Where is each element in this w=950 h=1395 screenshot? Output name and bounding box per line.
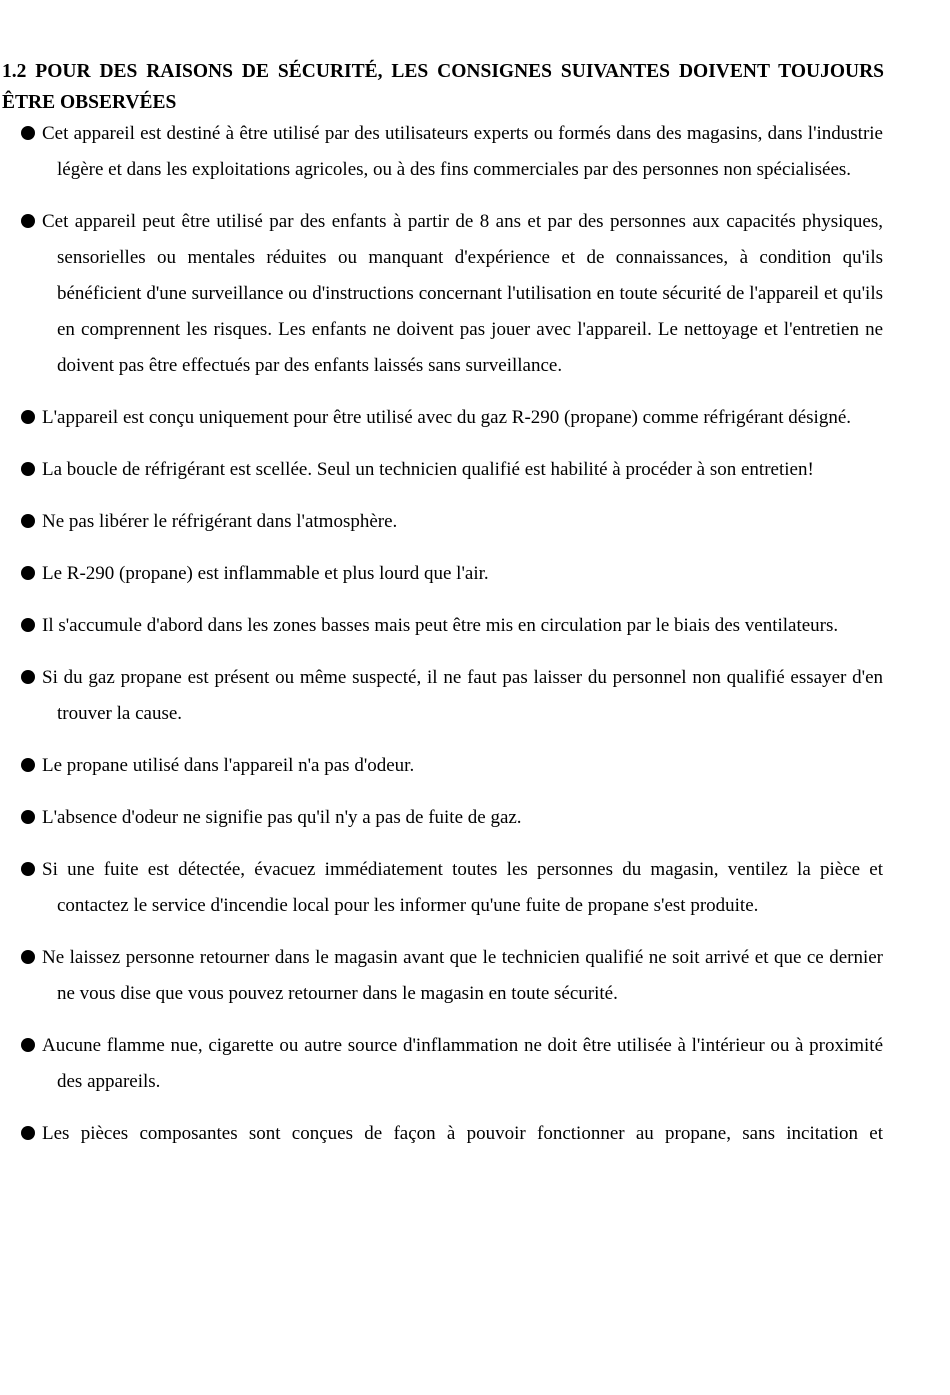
bullet-icon [21, 862, 35, 876]
list-item [0, 660, 950, 732]
list-item-text: Le R-290 (propane) est inflammable et plus lourd que l'air. [42, 563, 489, 584]
bullet-icon [21, 1126, 35, 1140]
list-item-text: Si du gaz propane est présent ou même suspecté, il ne faut pas laisser du personnel non qualifié essayer d'en trouver la cause. [42, 667, 883, 724]
bullet-icon [21, 514, 35, 528]
list-item [0, 116, 950, 188]
list-item-text: Il s'accumule d'abord dans les zones basses mais peut être mis en circulation par le biais des ventilateurs. [42, 615, 839, 636]
bullet-icon [21, 758, 35, 772]
list-item [0, 204, 950, 384]
list-item-text: Ne laissez personne retourner dans le magasin avant que le technicien qualifié ne soit arrivé et que ce dernier ne vous dise que vous pouvez retourner dans le magasin en toute sécurité. [42, 947, 883, 1004]
list-item-text: Les pièces composantes sont conçues de façon à pouvoir fonctionner au propane, sans incitation et [42, 1123, 883, 1144]
list-item-text: La boucle de réfrigérant est scellée. Seul un technicien qualifié est habilité à procéder à son entretien! [42, 459, 814, 480]
list-item [0, 452, 950, 488]
list-item [0, 940, 950, 1012]
list-item [0, 1028, 950, 1100]
bullet-icon [21, 126, 35, 140]
list-item [0, 608, 950, 644]
list-item [0, 504, 950, 540]
list-item [0, 400, 950, 436]
list-item [0, 1116, 950, 1152]
list-item-text: Le propane utilisé dans l'appareil n'a pas d'odeur. [42, 755, 415, 776]
bullet-icon [21, 670, 35, 684]
bullet-icon [21, 410, 35, 424]
list-item-text: L'absence d'odeur ne signifie pas qu'il n'y a pas de fuite de gaz. [42, 807, 522, 828]
section-heading: 1.2 POUR DES RAISONS DE SÉCURITÉ, LES CONSIGNES SUIVANTES DOIVENT TOUJOURS ÊTRE OBSERVÉES [2, 61, 884, 113]
list-item-text: Si une fuite est détectée, évacuez immédiatement toutes les personnes du magasin, ventilez la pièce et contactez le service d'incendie local pour les informer qu'une fuite de propane s'est produite. [42, 859, 883, 916]
list-item-text: L'appareil est conçu uniquement pour être utilisé avec du gaz R-290 (propane) comme réfrigérant désigné. [42, 407, 852, 428]
list-item-text: Ne pas libérer le réfrigérant dans l'atmosphère. [42, 511, 398, 532]
bullet-icon [21, 462, 35, 476]
bullet-icon [21, 1038, 35, 1052]
list-item [0, 556, 950, 592]
bullet-icon [21, 214, 35, 228]
list-item [0, 748, 950, 784]
bullet-icon [21, 810, 35, 824]
list-item [0, 800, 950, 836]
list-item-text: Cet appareil peut être utilisé par des enfants à partir de 8 ans et par des personnes aux capacités physiques, sensorielles ou mentales réduites ou manquant d'expérience et de connaissances, à condition qu'ils bénéficient d'une surveillance ou d'instructions concernant l'utilisation en toute sécurité de l'appareil et qu'ils en comprennent les risques. Les enfants ne doivent pas jouer avec l'appareil. Le nettoyage et l'entretien ne doivent pas être effectués par des enfants laissés sans surveillance. [42, 211, 883, 376]
list-item-text: Aucune flamme nue, cigarette ou autre source d'inflammation ne doit être utilisée à l'intérieur ou à proximité des appareils. [42, 1035, 883, 1092]
bullet-icon [21, 950, 35, 964]
list-item [0, 852, 950, 924]
safety-instructions-list [0, 116, 950, 1168]
bullet-icon [21, 566, 35, 580]
bullet-icon [21, 618, 35, 632]
list-item-text: Cet appareil est destiné à être utilisé par des utilisateurs experts ou formés dans des magasins, dans l'industrie légère et dans les exploitations agricoles, ou à des fins commerciales par des personnes non spécialisées. [42, 123, 883, 180]
